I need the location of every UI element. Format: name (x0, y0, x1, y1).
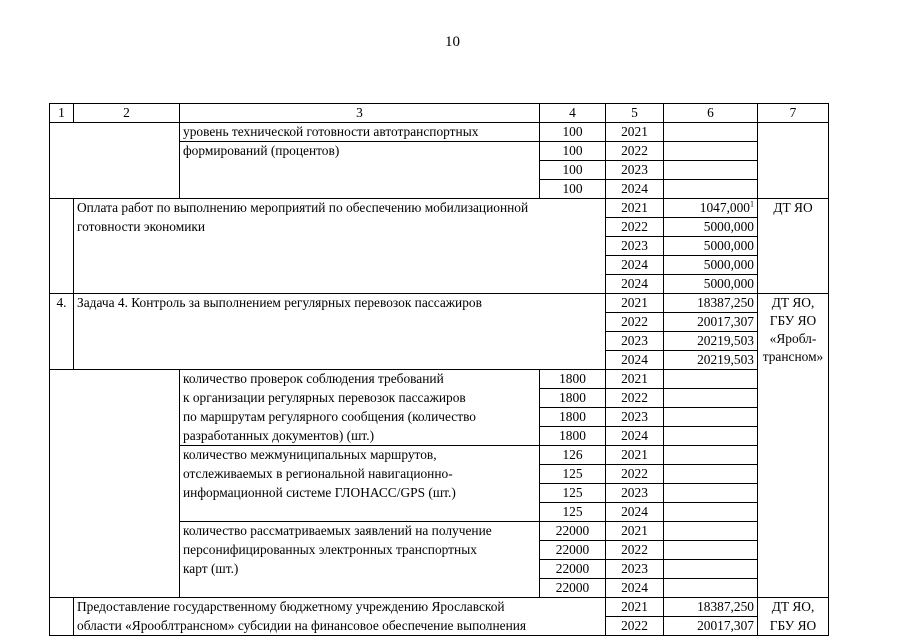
header-cell: 7 (758, 104, 829, 123)
year-cell: 2021 (606, 294, 664, 313)
executor-line: ГБУ ЯО (758, 617, 829, 636)
year-cell: 2021 (606, 199, 664, 218)
footnote-mark: 1 (750, 199, 754, 209)
amount-cell (664, 408, 758, 427)
amount-cell: 20017,307 (664, 617, 758, 636)
amount-cell (664, 541, 758, 560)
amount-cell (664, 503, 758, 522)
amount-cell (664, 522, 758, 541)
executor-cell: ДТ ЯО (758, 199, 829, 294)
year-cell: 2024 (606, 579, 664, 598)
measure-text-line (74, 275, 606, 294)
indicator-text-line: по маршрутам регулярного сообщения (количество (180, 408, 540, 427)
indicator-value: 125 (540, 465, 606, 484)
amount-cell (664, 389, 758, 408)
indicator-text-line: карт (шт.) (180, 560, 540, 579)
measure-text-line: Предоставление государственному бюджетному учреждению Ярославской (74, 598, 606, 617)
measure-text-line (74, 256, 606, 275)
year-cell: 2024 (606, 503, 664, 522)
year-cell: 2023 (606, 560, 664, 579)
year-cell: 2024 (606, 351, 664, 370)
indicator-text-line (180, 579, 540, 598)
header-cell: 6 (664, 104, 758, 123)
page-number: 10 (445, 34, 460, 50)
year-cell: 2024 (606, 256, 664, 275)
year-cell: 2024 (606, 427, 664, 446)
amount-cell (664, 484, 758, 503)
table-row (50, 237, 829, 256)
empty-number-cell (50, 199, 74, 294)
year-cell: 2021 (606, 446, 664, 465)
amount-cell: 18387,250 (664, 294, 758, 313)
year-cell: 2023 (606, 484, 664, 503)
executor-line: ДТ ЯО, (771, 295, 815, 310)
amount-cell (664, 465, 758, 484)
executor-cell (758, 294, 829, 598)
amount-cell: 5000,000 (664, 237, 758, 256)
executor-line: ГБУ ЯО (769, 313, 817, 328)
empty-cell (50, 123, 180, 199)
indicator-text-line: количество рассматриваемых заявлений на получение (180, 522, 540, 541)
table-row (50, 218, 829, 237)
indicator-value: 1800 (540, 427, 606, 446)
indicator-value: 125 (540, 503, 606, 522)
amount-cell (664, 142, 758, 161)
indicator-text-line: разработанных документов) (шт.) (180, 427, 540, 446)
measure-text-line: области «Ярооблтрансном» субсидии на финансовое обеспечение выполнения (74, 617, 606, 636)
table-row (50, 199, 829, 218)
executor-line: трансном» (762, 349, 824, 364)
year-cell: 2022 (606, 142, 664, 161)
task-title: Задача 4. Контроль за выполнением регулярных перевозок пассажиров (74, 294, 606, 370)
year-cell: 2021 (606, 522, 664, 541)
amount-cell: 5000,000 (664, 256, 758, 275)
amount-cell (664, 370, 758, 389)
executor-line: «Яробл- (769, 331, 817, 346)
year-cell: 2021 (606, 598, 664, 617)
executor-line: ДТ ЯО, (758, 598, 829, 617)
indicator-text-line (180, 180, 540, 199)
header-cell: 4 (540, 104, 606, 123)
indicator-value: 100 (540, 123, 606, 142)
indicator-value: 125 (540, 484, 606, 503)
year-cell: 2022 (606, 617, 664, 636)
amount-cell (664, 446, 758, 465)
indicator-text-line: информационной системе ГЛОНАСС/GPS (шт.) (180, 484, 540, 503)
amount-cell: 5000,000 (664, 218, 758, 237)
indicator-value: 22000 (540, 522, 606, 541)
header-cell: 1 (50, 104, 74, 123)
amount-cell (664, 161, 758, 180)
table-row (50, 617, 829, 636)
table-header-row (50, 104, 829, 123)
year-cell: 2021 (606, 123, 664, 142)
indicator-text-line: количество межмуниципальных маршрутов, (180, 446, 540, 465)
year-cell: 2022 (606, 465, 664, 484)
indicator-value: 100 (540, 142, 606, 161)
indicator-text-line: персонифицированных электронных транспортных (180, 541, 540, 560)
table-row (50, 123, 829, 142)
year-cell: 2023 (606, 237, 664, 256)
header-cell: 5 (606, 104, 664, 123)
amount-cell: 18387,250 (664, 598, 758, 617)
measure-text-line (74, 237, 606, 256)
year-cell: 2022 (606, 218, 664, 237)
year-cell: 2023 (606, 408, 664, 427)
indicator-value: 126 (540, 446, 606, 465)
amount-cell: 1047,000$^1$ (664, 199, 758, 218)
amount-cell: 20219,503 (664, 351, 758, 370)
indicator-value: 22000 (540, 560, 606, 579)
amount-cell (664, 579, 758, 598)
empty-cell (50, 370, 180, 598)
amount-cell (664, 560, 758, 579)
year-cell: 2023 (606, 332, 664, 351)
header-cell: 3 (180, 104, 540, 123)
indicator-text-line: количество проверок соблюдения требований (180, 370, 540, 389)
indicator-value: 1800 (540, 370, 606, 389)
amount-cell: 20017,307 (664, 313, 758, 332)
year-cell: 2021 (606, 370, 664, 389)
amount-cell (664, 180, 758, 199)
table-row (50, 294, 829, 313)
executor-cell (758, 123, 829, 199)
indicator-text-line: уровень технической готовности автотранспортных (180, 123, 540, 142)
table-row (50, 370, 829, 389)
indicator-text-line: к организации регулярных перевозок пассажиров (180, 389, 540, 408)
indicator-text-line: формирований (процентов) (180, 142, 540, 161)
amount-cell: 5000,000 (664, 275, 758, 294)
indicator-value: 22000 (540, 579, 606, 598)
year-cell: 2023 (606, 161, 664, 180)
amount-cell: 20219,503 (664, 332, 758, 351)
indicator-text-line: отслеживаемых в региональной навигационно- (180, 465, 540, 484)
year-cell: 2022 (606, 389, 664, 408)
indicator-value: 22000 (540, 541, 606, 560)
indicator-value: 1800 (540, 389, 606, 408)
table-row (50, 275, 829, 294)
year-cell: 2022 (606, 313, 664, 332)
table-row (50, 256, 829, 275)
empty-number-cell (50, 598, 74, 636)
year-cell: 2022 (606, 541, 664, 560)
task-number: 4. (50, 294, 74, 370)
amount-cell (664, 123, 758, 142)
measure-text-line: Оплата работ по выполнению мероприятий по обеспечению мобилизационной (74, 199, 606, 218)
year-cell: 2024 (606, 275, 664, 294)
indicator-value: 100 (540, 180, 606, 199)
indicator-value: 1800 (540, 408, 606, 427)
amount-cell (664, 427, 758, 446)
program-table (49, 103, 829, 636)
indicator-text-line (180, 503, 540, 522)
indicator-value: 100 (540, 161, 606, 180)
indicator-text-line (180, 161, 540, 180)
header-cell: 2 (74, 104, 180, 123)
measure-text-line: готовности экономики (74, 218, 606, 237)
table-row (50, 598, 829, 617)
year-cell: 2024 (606, 180, 664, 199)
